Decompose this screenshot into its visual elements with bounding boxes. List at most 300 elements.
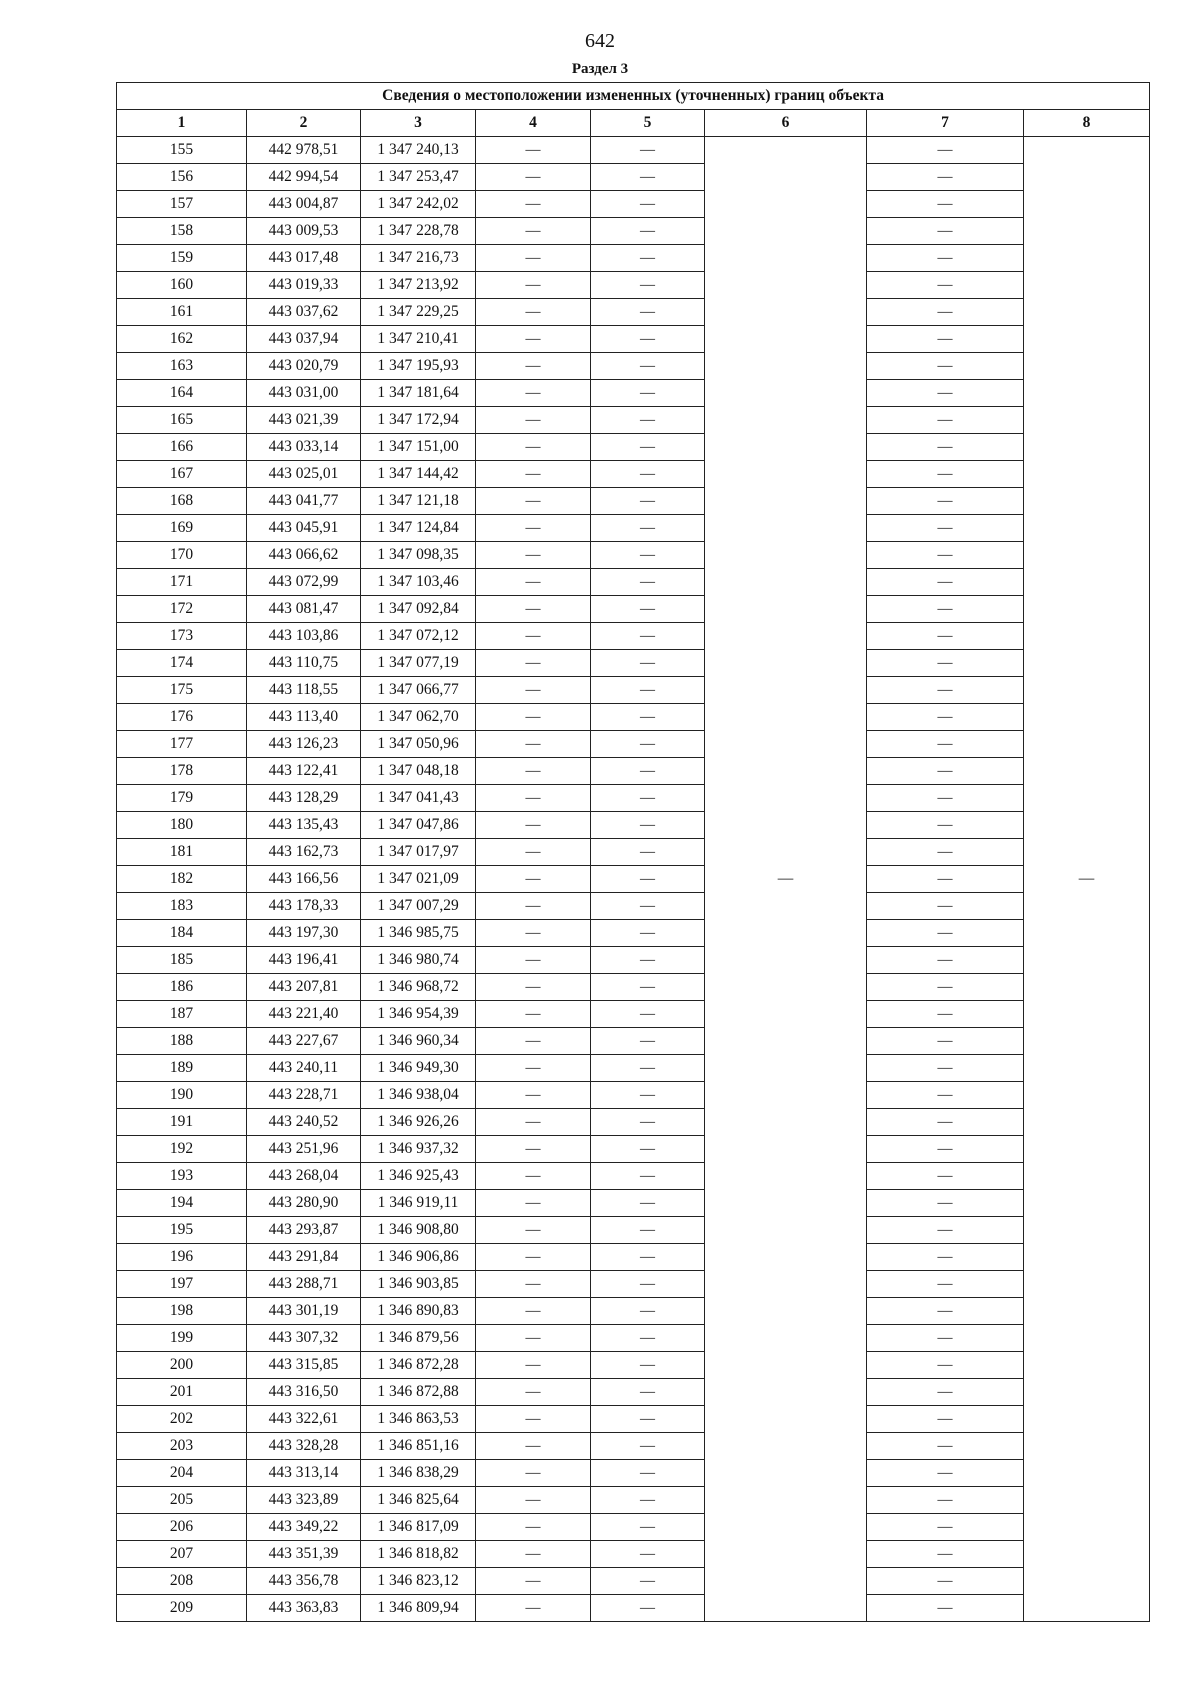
point-number-cell: 158 <box>117 218 247 245</box>
dash-cell-value: — <box>937 1168 953 1184</box>
x-coordinate-cell: 443 221,40 <box>247 1001 361 1028</box>
dash-cell-value: — <box>525 763 541 779</box>
column-5-cell <box>591 1298 705 1325</box>
y-coordinate-cell: 1 347 121,18 <box>361 488 476 515</box>
column-4-cell <box>476 1460 591 1487</box>
dash-cell-value: — <box>937 898 953 914</box>
table-body <box>117 137 1150 1622</box>
point-number-cell: 208 <box>117 1568 247 1595</box>
dash-cell-value: — <box>640 709 655 725</box>
dash-cell-value: — <box>937 952 953 968</box>
table-row <box>117 812 1150 839</box>
y-coordinate-cell: 1 346 823,12 <box>361 1568 476 1595</box>
dash-cell-value: — <box>937 1222 953 1238</box>
dash-cell-value: — <box>525 736 541 752</box>
column-5-cell <box>591 1136 705 1163</box>
column-4-cell <box>476 704 591 731</box>
column-number: 4 <box>476 110 591 137</box>
y-coordinate-cell: 1 346 954,39 <box>361 1001 476 1028</box>
point-number-cell: 188 <box>117 1028 247 1055</box>
boundary-coordinates-table <box>116 82 1150 1622</box>
column-number-row <box>117 110 1150 137</box>
dash-cell-value: — <box>640 898 655 914</box>
dash-cell-value: — <box>640 655 655 671</box>
table-row <box>117 461 1150 488</box>
dash-cell-value: — <box>525 169 541 185</box>
column-7-cell <box>867 1433 1024 1460</box>
dash-cell-value: — <box>525 871 541 887</box>
column-5-cell <box>591 1379 705 1406</box>
y-coordinate-cell: 1 347 228,78 <box>361 218 476 245</box>
table-row <box>117 1271 1150 1298</box>
column-5-cell <box>591 1406 705 1433</box>
dash-cell-value: — <box>937 1141 953 1157</box>
y-coordinate-cell: 1 346 938,04 <box>361 1082 476 1109</box>
point-number-cell: 209 <box>117 1595 247 1622</box>
dash-cell-value: — <box>640 169 655 185</box>
column-4-cell <box>476 1568 591 1595</box>
table-row <box>117 947 1150 974</box>
x-coordinate-cell: 443 240,11 <box>247 1055 361 1082</box>
column-7-cell <box>867 812 1024 839</box>
dash-cell-value: — <box>937 736 953 752</box>
table-row <box>117 1244 1150 1271</box>
dash-cell-value: — <box>937 466 953 482</box>
table-row <box>117 1487 1150 1514</box>
dash-cell-value: — <box>525 520 541 536</box>
dash-cell-value: — <box>640 925 655 941</box>
table-row <box>117 380 1150 407</box>
column-4-cell <box>476 1217 591 1244</box>
point-number-cell: 196 <box>117 1244 247 1271</box>
table-row <box>117 650 1150 677</box>
dash-cell-value: — <box>525 682 541 698</box>
dash-cell-value: — <box>937 520 953 536</box>
x-coordinate-cell: 443 316,50 <box>247 1379 361 1406</box>
x-coordinate-cell: 443 328,28 <box>247 1433 361 1460</box>
x-coordinate-cell: 442 978,51 <box>247 137 361 164</box>
x-coordinate-cell: 443 291,84 <box>247 1244 361 1271</box>
page-number: 642 <box>585 30 615 52</box>
point-number-cell: 167 <box>117 461 247 488</box>
column-7-cell <box>867 596 1024 623</box>
dash-cell-value: — <box>525 1519 541 1535</box>
column-5-cell <box>591 434 705 461</box>
column-7-cell <box>867 1271 1024 1298</box>
x-coordinate-cell: 443 025,01 <box>247 461 361 488</box>
point-number-cell: 165 <box>117 407 247 434</box>
column-7-cell <box>867 569 1024 596</box>
column-5-cell <box>591 893 705 920</box>
y-coordinate-cell: 1 347 242,02 <box>361 191 476 218</box>
x-coordinate-cell: 443 323,89 <box>247 1487 361 1514</box>
y-coordinate-cell: 1 347 210,41 <box>361 326 476 353</box>
point-number-cell: 178 <box>117 758 247 785</box>
column-7-cell <box>867 1109 1024 1136</box>
dash-cell-value: — <box>640 1276 655 1292</box>
dash-cell-value: — <box>937 1519 953 1535</box>
y-coordinate-cell: 1 347 047,86 <box>361 812 476 839</box>
x-coordinate-cell: 443 037,62 <box>247 299 361 326</box>
table-row <box>117 164 1150 191</box>
dash-cell-value: — <box>937 169 953 185</box>
dash-cell-value: — <box>525 574 541 590</box>
table-caption-row <box>117 83 1150 110</box>
table-caption: Сведения о местоположении измененных (уточненных) границ объекта <box>117 83 1150 110</box>
column-4-cell <box>476 191 591 218</box>
dash-cell-value: — <box>640 871 655 887</box>
point-number-cell: 182 <box>117 866 247 893</box>
dash-cell-value: — <box>640 277 655 293</box>
y-coordinate-cell: 1 346 809,94 <box>361 1595 476 1622</box>
dash-cell-value: — <box>937 709 953 725</box>
column-5-cell <box>591 947 705 974</box>
column-4-cell <box>476 353 591 380</box>
column-7-cell <box>867 137 1024 164</box>
column-5-cell <box>591 1217 705 1244</box>
x-coordinate-cell: 443 126,23 <box>247 731 361 758</box>
table-row <box>117 1514 1150 1541</box>
column-4-cell <box>476 839 591 866</box>
column-4-cell <box>476 434 591 461</box>
y-coordinate-cell: 1 346 890,83 <box>361 1298 476 1325</box>
column-5-cell <box>591 137 705 164</box>
column-4-cell <box>476 1379 591 1406</box>
dash-cell-value: — <box>525 331 541 347</box>
dash-cell-value: — <box>525 1384 541 1400</box>
y-coordinate-cell: 1 346 985,75 <box>361 920 476 947</box>
column-7-cell <box>867 731 1024 758</box>
dash-cell-value: — <box>937 493 953 509</box>
table-row <box>117 1433 1150 1460</box>
x-coordinate-cell: 443 288,71 <box>247 1271 361 1298</box>
column-5-cell <box>591 731 705 758</box>
column-5-cell <box>591 164 705 191</box>
column-5-cell <box>591 1487 705 1514</box>
point-number-cell: 198 <box>117 1298 247 1325</box>
dash-cell-value: — <box>937 358 953 374</box>
dash-cell-value: — <box>525 412 541 428</box>
column-4-cell <box>476 488 591 515</box>
table-row <box>117 137 1150 164</box>
y-coordinate-cell: 1 347 072,12 <box>361 623 476 650</box>
y-coordinate-cell: 1 347 041,43 <box>361 785 476 812</box>
column-4-cell <box>476 731 591 758</box>
dash-cell-value: — <box>640 1222 655 1238</box>
column-4-cell <box>476 1541 591 1568</box>
dash-cell-value: — <box>525 223 541 239</box>
column-4-cell <box>476 623 591 650</box>
table-row <box>117 758 1150 785</box>
dash-cell-value: — <box>525 979 541 995</box>
column-4-cell <box>476 1406 591 1433</box>
column-5-cell <box>591 596 705 623</box>
table-row <box>117 731 1150 758</box>
column-5-cell <box>591 812 705 839</box>
x-coordinate-cell: 443 037,94 <box>247 326 361 353</box>
dash-cell-value: — <box>640 1465 655 1481</box>
dash-cell-value: — <box>640 196 655 212</box>
point-number-cell: 185 <box>117 947 247 974</box>
dash-cell-value: — <box>937 1492 953 1508</box>
column-5-cell <box>591 1433 705 1460</box>
column-5-cell <box>591 245 705 272</box>
table-row <box>117 488 1150 515</box>
table-row <box>117 1109 1150 1136</box>
column-5-cell <box>591 758 705 785</box>
column-7-cell <box>867 1217 1024 1244</box>
point-number-cell: 163 <box>117 353 247 380</box>
column-7-cell <box>867 434 1024 461</box>
table-row <box>117 407 1150 434</box>
dash-cell-value: — <box>525 250 541 266</box>
column-4-cell <box>476 515 591 542</box>
x-coordinate-cell: 443 113,40 <box>247 704 361 731</box>
x-coordinate-cell: 443 227,67 <box>247 1028 361 1055</box>
dash-cell-value: — <box>525 1411 541 1427</box>
column-5-cell <box>591 353 705 380</box>
y-coordinate-cell: 1 346 903,85 <box>361 1271 476 1298</box>
dash-cell-value: — <box>525 1357 541 1373</box>
column-4-cell <box>476 785 591 812</box>
y-coordinate-cell: 1 347 144,42 <box>361 461 476 488</box>
y-coordinate-cell: 1 347 092,84 <box>361 596 476 623</box>
column-5-cell <box>591 461 705 488</box>
table-row <box>117 1082 1150 1109</box>
dash-cell-value: — <box>525 277 541 293</box>
dash-cell-value: — <box>525 547 541 563</box>
dash-cell-value: — <box>525 1492 541 1508</box>
dash-cell-value: — <box>937 601 953 617</box>
column-4-cell <box>476 1109 591 1136</box>
column-4-cell <box>476 1433 591 1460</box>
point-number-cell: 199 <box>117 1325 247 1352</box>
column-5-cell <box>591 1190 705 1217</box>
column-7-cell <box>867 326 1024 353</box>
column-5-cell <box>591 1541 705 1568</box>
column-4-cell <box>476 407 591 434</box>
column-7-cell <box>867 1082 1024 1109</box>
column-4-cell <box>476 326 591 353</box>
column-5-cell <box>591 218 705 245</box>
x-coordinate-cell: 443 196,41 <box>247 947 361 974</box>
table-row <box>117 299 1150 326</box>
column-7-cell <box>867 677 1024 704</box>
dash-cell-value: — <box>525 1168 541 1184</box>
y-coordinate-cell: 1 347 229,25 <box>361 299 476 326</box>
column-4-cell <box>476 812 591 839</box>
y-coordinate-cell: 1 347 240,13 <box>361 137 476 164</box>
column-7-cell <box>867 218 1024 245</box>
column-7-cell <box>867 947 1024 974</box>
y-coordinate-cell: 1 347 172,94 <box>361 407 476 434</box>
column-5-cell <box>591 974 705 1001</box>
y-coordinate-cell: 1 347 050,96 <box>361 731 476 758</box>
y-coordinate-cell: 1 346 925,43 <box>361 1163 476 1190</box>
dash-cell-value: — <box>640 1546 655 1562</box>
column-4-cell <box>476 1244 591 1271</box>
table-row <box>117 542 1150 569</box>
dash-cell-value: — <box>640 790 655 806</box>
dash-cell-value: — <box>640 682 655 698</box>
dash-cell-value: — <box>937 412 953 428</box>
dash-cell-value: — <box>525 817 541 833</box>
dash-cell-value: — <box>937 331 953 347</box>
point-number-cell: 157 <box>117 191 247 218</box>
dash-cell-value: — <box>525 1330 541 1346</box>
y-coordinate-cell: 1 346 949,30 <box>361 1055 476 1082</box>
table-row <box>117 974 1150 1001</box>
dash-cell-value: — <box>525 628 541 644</box>
dash-cell-value: — <box>640 628 655 644</box>
point-number-cell: 180 <box>117 812 247 839</box>
column-7-cell <box>867 704 1024 731</box>
dash-cell-value: — <box>937 1087 953 1103</box>
column-7-cell <box>867 488 1024 515</box>
y-coordinate-cell: 1 346 960,34 <box>361 1028 476 1055</box>
point-number-cell: 176 <box>117 704 247 731</box>
table-row <box>117 893 1150 920</box>
column-7-cell <box>867 839 1024 866</box>
column-5-cell <box>591 1514 705 1541</box>
column-4-cell <box>476 1028 591 1055</box>
dash-cell-value: — <box>525 466 541 482</box>
point-number-cell: 171 <box>117 569 247 596</box>
table-row <box>117 1001 1150 1028</box>
column-4-cell <box>476 1595 591 1622</box>
table-row <box>117 1298 1150 1325</box>
column-5-cell <box>591 326 705 353</box>
dash-cell-value: — <box>640 412 655 428</box>
column-7-cell <box>867 1541 1024 1568</box>
x-coordinate-cell: 443 122,41 <box>247 758 361 785</box>
x-coordinate-cell: 443 004,87 <box>247 191 361 218</box>
x-coordinate-cell: 443 135,43 <box>247 812 361 839</box>
dash-cell-value: — <box>937 1303 953 1319</box>
table-row <box>117 866 1150 893</box>
x-coordinate-cell: 443 356,78 <box>247 1568 361 1595</box>
dash-cell-value: — <box>525 1573 541 1589</box>
dash-cell-value: — <box>937 1276 953 1292</box>
table-row <box>117 1568 1150 1595</box>
table-row <box>117 569 1150 596</box>
y-coordinate-cell: 1 347 098,35 <box>361 542 476 569</box>
point-number-cell: 179 <box>117 785 247 812</box>
table-row <box>117 1541 1150 1568</box>
column-5-cell <box>591 407 705 434</box>
dash-cell-value: — <box>640 736 655 752</box>
column-4-cell <box>476 1190 591 1217</box>
section-title: Раздел 3 <box>571 61 629 77</box>
y-coordinate-cell: 1 346 838,29 <box>361 1460 476 1487</box>
point-number-cell: 181 <box>117 839 247 866</box>
dash-cell-value: — <box>640 601 655 617</box>
dash-cell-value: — <box>937 223 953 239</box>
column-4-cell <box>476 1136 591 1163</box>
x-coordinate-cell: 443 301,19 <box>247 1298 361 1325</box>
y-coordinate-cell: 1 347 181,64 <box>361 380 476 407</box>
y-coordinate-cell: 1 347 077,19 <box>361 650 476 677</box>
column-7-cell <box>867 1379 1024 1406</box>
dash-cell-value: — <box>937 763 953 779</box>
x-coordinate-cell: 443 280,90 <box>247 1190 361 1217</box>
table-row <box>117 326 1150 353</box>
y-coordinate-cell: 1 347 017,97 <box>361 839 476 866</box>
y-coordinate-cell: 1 346 879,56 <box>361 1325 476 1352</box>
y-coordinate-cell: 1 347 253,47 <box>361 164 476 191</box>
y-coordinate-cell: 1 347 021,09 <box>361 866 476 893</box>
x-coordinate-cell: 443 033,14 <box>247 434 361 461</box>
column-7-cell <box>867 1163 1024 1190</box>
point-number-cell: 183 <box>117 893 247 920</box>
y-coordinate-cell: 1 346 818,82 <box>361 1541 476 1568</box>
dash-cell-value: — <box>640 574 655 590</box>
column-7-cell <box>867 1298 1024 1325</box>
dash-cell-value: — <box>525 898 541 914</box>
dash-cell-value: — <box>525 385 541 401</box>
point-number-cell: 190 <box>117 1082 247 1109</box>
column-4-cell <box>476 1352 591 1379</box>
column-5-cell <box>591 677 705 704</box>
point-number-cell: 168 <box>117 488 247 515</box>
column-7-cell <box>867 1406 1024 1433</box>
point-number-cell: 155 <box>117 137 247 164</box>
column-7-cell <box>867 542 1024 569</box>
dash-cell-value: — <box>525 1600 541 1616</box>
column-7-cell <box>867 1136 1024 1163</box>
dash-cell-value: — <box>525 1087 541 1103</box>
dash-cell-value: — <box>525 925 541 941</box>
table-row <box>117 1325 1150 1352</box>
y-coordinate-cell: 1 346 980,74 <box>361 947 476 974</box>
column-5-cell <box>591 1028 705 1055</box>
column-number: 7 <box>867 110 1024 137</box>
column-7-cell <box>867 758 1024 785</box>
point-number-cell: 193 <box>117 1163 247 1190</box>
point-number-cell: 201 <box>117 1379 247 1406</box>
x-coordinate-cell: 443 228,71 <box>247 1082 361 1109</box>
dash-cell-value: — <box>525 1060 541 1076</box>
dash-cell-value: — <box>937 1600 953 1616</box>
dash-cell-value: — <box>640 385 655 401</box>
x-coordinate-cell: 443 110,75 <box>247 650 361 677</box>
x-coordinate-cell: 443 128,29 <box>247 785 361 812</box>
column-7-cell <box>867 1055 1024 1082</box>
point-number-cell: 161 <box>117 299 247 326</box>
dash-cell-value: — <box>640 1600 655 1616</box>
column-4-cell <box>476 596 591 623</box>
table-row <box>117 785 1150 812</box>
x-coordinate-cell: 443 293,87 <box>247 1217 361 1244</box>
point-number-cell: 207 <box>117 1541 247 1568</box>
column-5-cell <box>591 1595 705 1622</box>
column-7-cell <box>867 1460 1024 1487</box>
dash-cell-value: — <box>937 250 953 266</box>
dash-cell-value: — <box>640 952 655 968</box>
column-number: 6 <box>705 110 867 137</box>
point-number-cell: 170 <box>117 542 247 569</box>
column-7-cell <box>867 1568 1024 1595</box>
column-4-cell <box>476 1325 591 1352</box>
dash-cell-value: — <box>640 763 655 779</box>
x-coordinate-cell: 443 178,33 <box>247 893 361 920</box>
column-5-cell <box>591 488 705 515</box>
point-number-cell: 186 <box>117 974 247 1001</box>
column-5-cell <box>591 704 705 731</box>
dash-cell-value: — <box>525 1438 541 1454</box>
table-row <box>117 515 1150 542</box>
table-row <box>117 1460 1150 1487</box>
